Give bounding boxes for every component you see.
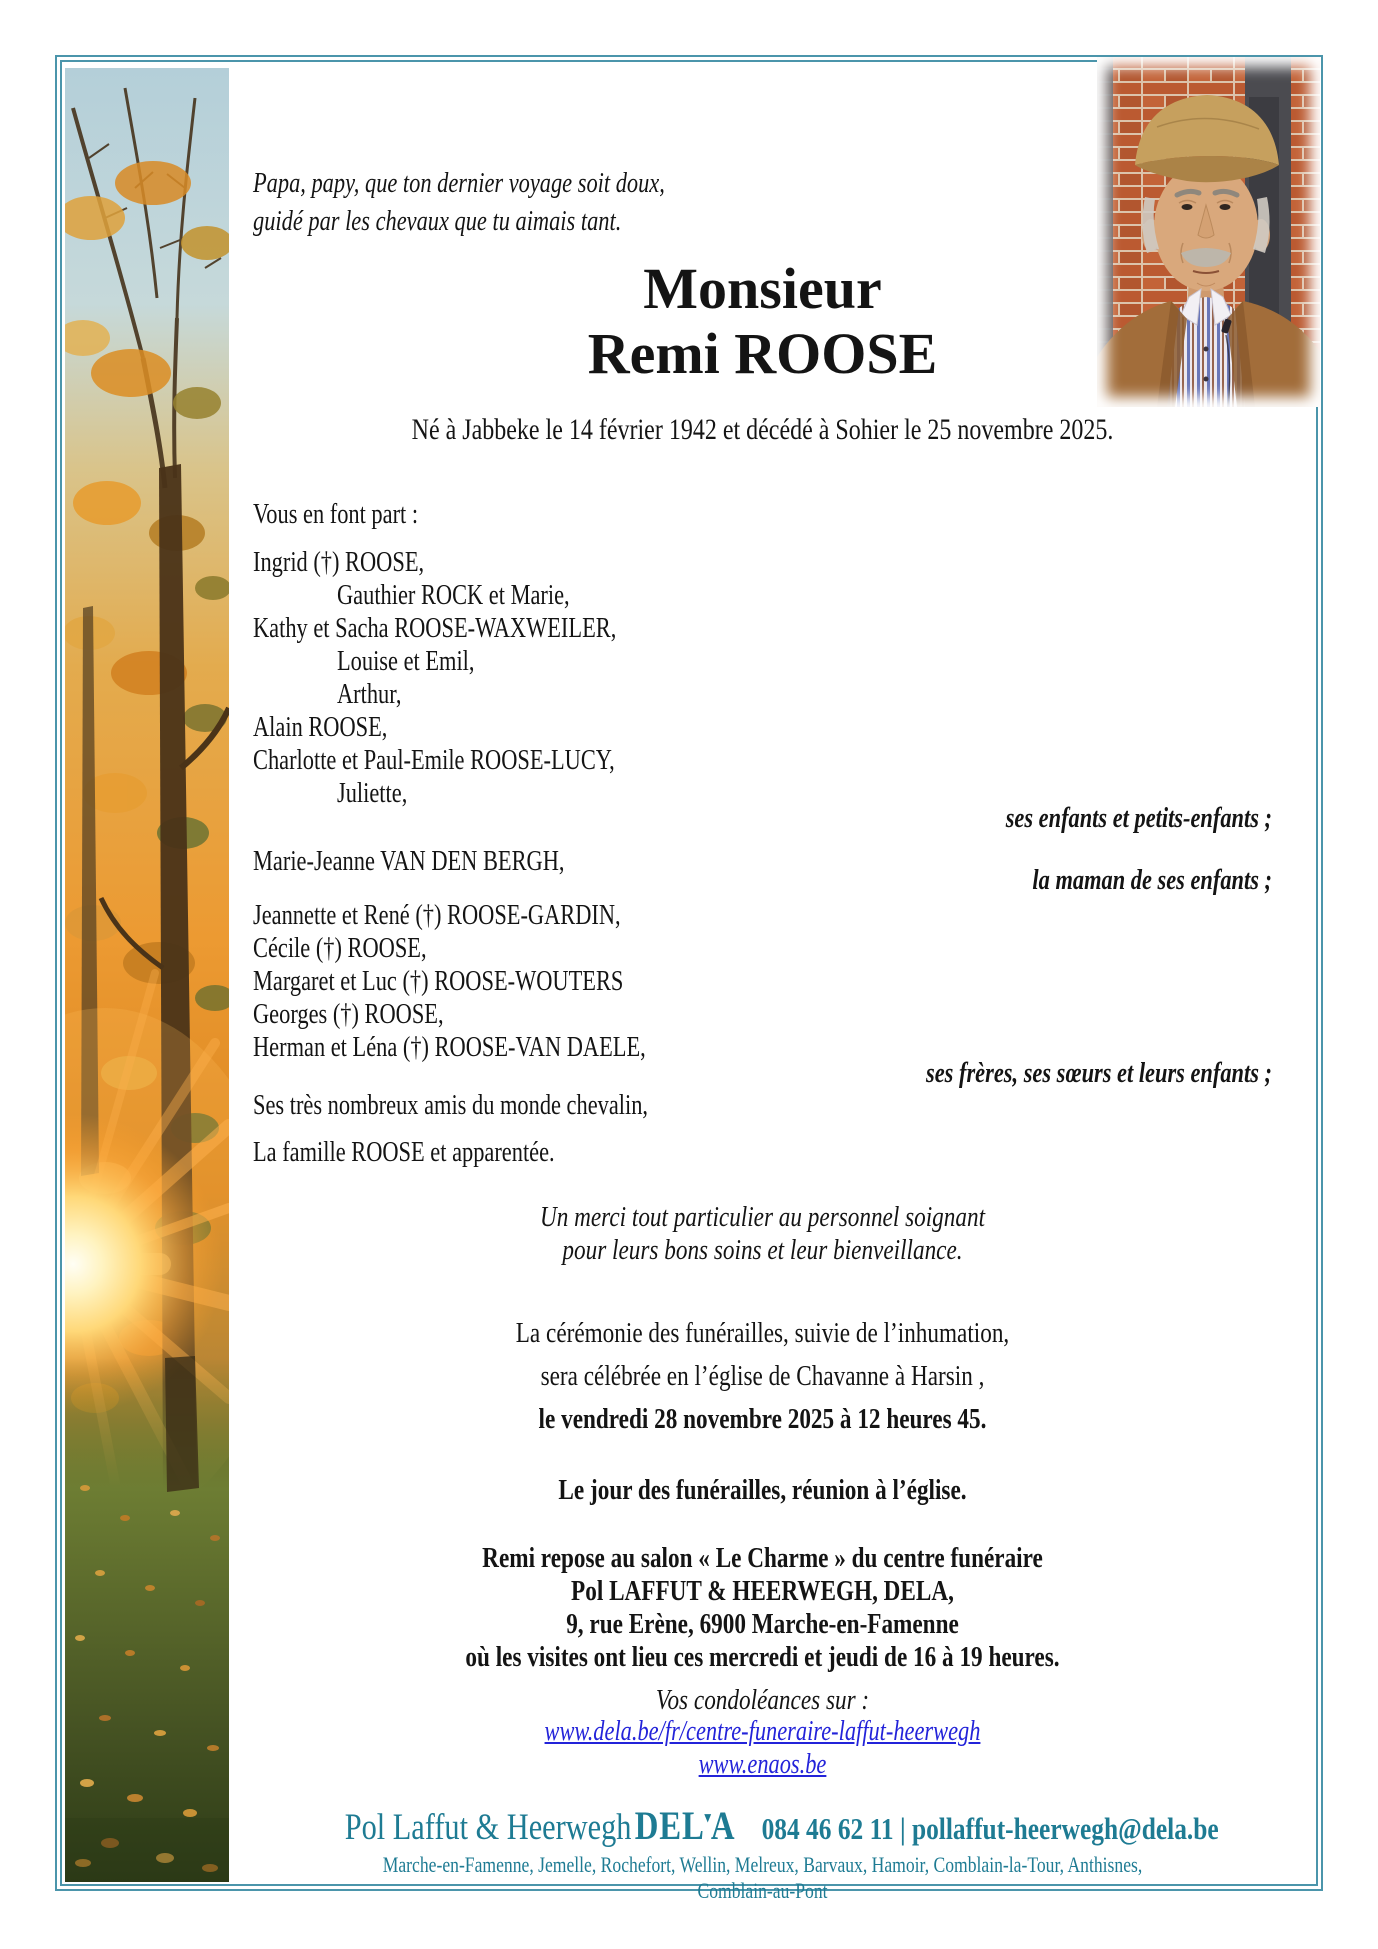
family-member-row: Georges (†) ROOSE, [253, 999, 444, 1030]
family-member-row: Louise et Emil, [337, 646, 475, 677]
autumn-photo-art [65, 68, 229, 1882]
family-member-row: Margaret et Luc (†) ROOSE-WOUTERS [253, 966, 624, 997]
thanks-line: pour leurs bons soins et leur bienveillance. [562, 1234, 963, 1266]
ceremony-line: La cérémonie des funérailles, suivie de l’inhumation, [515, 1317, 1010, 1349]
siblings-list [253, 899, 1068, 1064]
dela-brand-logo: DEL▾A [634, 1803, 736, 1848]
family-member-row: Marie-Jeanne VAN DEN BERGH, [253, 846, 565, 877]
ceremony-date-line: le vendredi 28 novembre 2025 à 12 heures 45. [538, 1403, 987, 1435]
funeral-home-name: Pol Laffut & Heerwegh [344, 1807, 632, 1848]
family-member-row: Kathy et Sacha ROOSE-WAXWEILER, [253, 613, 617, 644]
repose-line: Remi repose au salon « Le Charme » du centre funéraire [482, 1542, 1043, 1574]
family-line: La famille ROOSE et apparentée. [253, 1137, 555, 1168]
children-list [253, 546, 1068, 810]
family-member-row: Juliette, [337, 778, 408, 809]
ceremony-line: sera célébrée en l’église de Chavanne à Harsin , [540, 1360, 985, 1392]
family-member-row: Alain ROOSE, [253, 712, 388, 743]
repose-line: où les visites ont lieu ces mercredi et jeudi de 16 à 19 heures. [465, 1641, 1060, 1673]
dela-condolences-link[interactable]: www.dela.be/fr/centre-funeraire-laffut-heerwegh [544, 1716, 981, 1747]
relation-label-children: ses enfants et petits-enfants ; [1005, 803, 1272, 834]
enaos-link[interactable]: www.enaos.be [698, 1749, 827, 1780]
family-member-row: Charlotte et Paul-Emile ROOSE-LUCY, [253, 745, 615, 776]
announcement-intro: Vous en font part : [253, 499, 419, 530]
condolences-link-wrap [355, 1716, 1170, 1748]
thanks-note [355, 1201, 1170, 1267]
title-honorific: Monsieur [643, 256, 882, 321]
family-member-row: Cécile (†) ROOSE, [253, 933, 427, 964]
quote-line: Papa, papy, que ton dernier voyage soit doux, [253, 168, 665, 199]
dela-brand-mark-icon: ▾ [704, 1810, 711, 1826]
quote-line: guidé par les chevaux que tu aimais tant. [253, 206, 622, 237]
reunion-line: Le jour des funérailles, réunion à l’église. [558, 1474, 967, 1506]
repose-line: Pol LAFFUT & HEERWEGH, DELA, [571, 1575, 954, 1607]
footer-cities-line: Marche-en-Famenne, Jemelle, Rochefort, Wellin, Melreux, Barvaux, Hamoir, Comblain-la-Tour, Anthisnes, Comblain-au-Pont [382, 1852, 1143, 1903]
friends-line: Ses très nombreux amis du monde chevalin, [253, 1090, 649, 1121]
condolences-label: Vos condoléances sur : [655, 1684, 870, 1716]
condolences-link-wrap [355, 1749, 1170, 1781]
relation-label-siblings: ses frères, ses sœurs et leurs enfants ; [926, 1058, 1272, 1089]
family-member-row: Jeannette et René (†) ROOSE-GARDIN, [253, 900, 621, 931]
repose-line: 9, rue Erène, 6900 Marche-en-Famenne [566, 1608, 959, 1640]
family-member-row: Herman et Léna (†) ROOSE-VAN DAELE, [253, 1032, 646, 1063]
birth-death-line: Né à Jabbeke le 14 février 1942 et décédé à Sohier le 25 novembre 2025. [411, 413, 1114, 446]
autumn-photo [65, 68, 229, 1882]
relation-label-mother: la maman de ses enfants ; [1032, 865, 1272, 896]
family-member-row: Gauthier ROCK et Marie, [337, 580, 570, 611]
family-member-row: Arthur, [337, 679, 402, 710]
thanks-line: Un merci tout particulier au personnel soignant [539, 1201, 986, 1233]
page-title [253, 256, 1272, 386]
footer-phone-email: 084 46 62 11 | pollaffut-heerwegh@dela.be [761, 1811, 1219, 1846]
opening-quote [253, 165, 1068, 241]
deceased-name: Remi ROOSE [587, 321, 938, 386]
family-member-row: Ingrid (†) ROOSE, [253, 547, 425, 578]
repose-block [355, 1542, 1170, 1674]
